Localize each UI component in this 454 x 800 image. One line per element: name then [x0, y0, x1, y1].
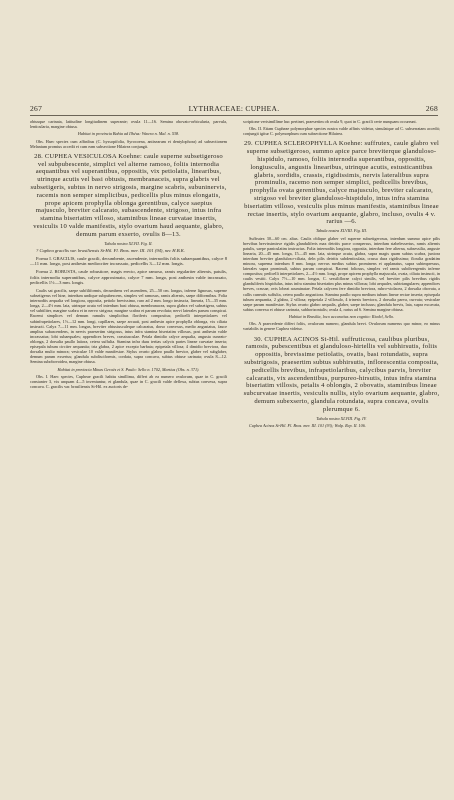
paragraph: Caulis sat gracilis, saepe subfiliformis, decumbens vel ascendens, 25—50 cm. longus, inferne lignosus, superne subsetigerus vel hine, interdum undique subpubescens, simplex vel ramosus, ramis alternis, saepe difformibus. Folia internodiis aequalia vel longiora, opposita, petiolo brevissimo, raro ad 2 mm. longo instructa, linearia, 15—35 mm. longa, 2—4½ mm. lata, utrinque acuta vel interdum basi obtusa, membranacea, supra glabra vel subsetigera, subtus vel subtiliter, margine scabra et in nervo strigosa; margine scabra et parum revoluta; nervi laterales parum conspicui. Racemi simplices vel demum ramulis simplicibus floriferis compositus; pedicelli interpetiolares vel subinfrapetiolares, 1½—12 mm. longi, capillares, saepe arcuati, post anthesin apice prophylla oblonga, vix ciliata instructi. Calyx 7—11 mm. longus, breviter obtusiusculeque calcaratus, dorso convexus, medio angustatus, fauce amplius subascendens, in nervis praesertim strigosus, intus infra stamina biseriatim villosus, post anthesin valde incrassatus; lobi subaequales; appendices breves, crassiusculae. Petala dimidio calyce aequalia, angusta cuneato-oblonga, 2 dorsalia paullo latiora, cetera suffulta. Stamina infra duas tertias calycis partes lineae curvatae inserta; episepala tubum circiter aequantia; tria glabra, 2 apice excepto barbata; epipetala villosa; 4 dimidio breviora, duo dorsalia multo minora; vesiculae 10 valde manifestae. Stylus ovario glabro paullo brevior, glaber vel subglaber, demum parum exsertus; glandula subdisciformis, cordata, supra concava, subtus obtuse carinata; ovula 8—12. Semina subobovoidea, margine obtusa.	[30, 288, 227, 365]
paragraph: Habitat in provincia Bahia ad Ilhéus: Wawra n. Mal. n. 538.	[77, 131, 180, 137]
page-number-right: 268	[425, 104, 438, 113]
paragraph: Habitat in Brasilia, loco accuratius non cognito: Riedel, Sello.	[288, 314, 395, 320]
paragraph: Obs. II. Etiam Cupheae polymorphae species nostra valde affinis videtur, simulatque ad C. subserratam accedit; conjungit igitur C. polymorphum cum subsectione Hilairea.	[243, 126, 440, 137]
left-column	[30, 119, 227, 391]
paragraph: obtusque carinata, latitudine longitudinem superante; ovula 11—16. Semina obovato-orbicularia, parvula, lenticularia, margine obtusa.	[30, 119, 227, 130]
paragraph: Obs. I. Haec species, Cupheae gracili habitu simillima, differt ab ea numero ovulorum, quae in C. gracili constanter 3, vix unquam 4—5 inveniuntur, et glandula, quae in C. gracili valde deflexa, subtus convexa, supra concava. C. gracilis var. brasiliensis St-Hil. ex auctoris de-	[30, 373, 227, 390]
running-title: LYTHRACEAE: CUPHEA.	[188, 104, 280, 113]
paragraph: ? Cuphea gracilis var. brasiliensis St-Hil. Fl. Bras. mer. III. 101 (94), nec H.B.K.	[36, 247, 185, 253]
paragraph: scriptione verisimillime huc pertinet, praesertim ob ovula 9, quot in C. gracili certe nunquam occurrunt.	[243, 119, 417, 124]
paragraph: Forma 2. ROBUSTA, caule robustiore, magis erecto, apice ramoso, ramis regulariter alternis, patulis, foliis internodia superantibus, calyce approximato, calyce 7 mm. longo, post anthesin valde incrassato, pedicellis 1½—3 mm. longis.	[30, 269, 227, 286]
species-heading: 28. CUPHEA VESICULOSA Koehne: caule superne subsetigeroso vel subpubescente, simplici vel alterne ramoso, foliis internodia aequantibus vel superantibus, oppositis, vix petiolatis, linearibus, utrinque acutis vel basi obtusis, membranaceis, supra glabris vel subsetigeris, subtus in nervo strigosis, margine scabris, subuninervis, racemis non semper simplicibus, pedicellis plus minus elongatis, prope apicem prophylla oblonga gerentibus, calyce saepius majusculo, breviter calcarato, subascendente, strigoso, intus infra stamina biseriatim villoso, staminibus lineae curvatae insertis, vesiculis 10 valde manifestis, stylo ovarium haud aequante, glabro, demum parum exserto, ovulis 8—13.	[30, 152, 227, 238]
paragraph: Obs. Haec species cum affinibus (C. hyssopifolia, Syrocoena, antisearum et dentylophora) ad subsectionem Melanium promius accedit et cum eam subsectione Hilairea conjungit.	[30, 138, 227, 149]
paragraph: Tabula nostra XLVII. Fig. II.	[104, 240, 153, 246]
species-heading: 29. CUPHEA SCLEROPHYLLA Koehne: suffrutex, caule glabro vel superne subsetigeroso, summo apice parce breviterque glanduloso-hispidulo, ramoso, foliis internodia superantibus, oppositis, longiusculis, angustis linearibus, utrinque acutis, estusticantibus glabris, sordidis, crassis, rigidissimis, nervis lateralibus supra prominulis, racemo non semper simplici, pedicellis brevibus, prophylla ovata gerentibus, calyce majusculo, breviter calcarato, strigoso vel breviter glanduloso-hispidulo, intus infra stamina biseriatim villoso, vesiculis plus minus manifestis, staminibus lineae rectae insertis, stylo ovarium aequante, glabro, incluso, ovulis 4 v. rarius —6.	[244, 140, 439, 226]
paragraph: Cuphea Acinos St-Hil. Fl. Bras. mer. III. 101 (93); Walp. Rep. II. 106.	[249, 422, 366, 428]
page-number-left: 267	[30, 104, 43, 113]
paragraph: Forma I. GRACILIS, caule gracili, decumbente, ascendente, internodiis foliis subaequantibus, calyce 8—11 mm. longo, post anthesin mediocriter incrassato, pedicellis 3—12 mm. longis.	[30, 255, 227, 267]
right-column	[243, 119, 440, 430]
header-rule	[30, 115, 438, 116]
paragraph: Obs. A praecedente differt foliis, ovulorum numero, glandula brevi. Ovulorum numerus quo minor, eo minus variabilis in genere Cuphea videtur.	[243, 321, 440, 332]
paragraph: Habitat in provincia Minas Geraës et S. Paulo: Sello n. 1702, Martius (Obs. n. 371).	[57, 366, 200, 372]
paragraph: Tabula nostra XLVIII. Fig. III.	[316, 228, 367, 234]
paragraph: Tabula nostra XLVIII. Fig. IV.	[316, 415, 367, 421]
species-heading: 30. CUPHEA ACINOS St-Hil. suffruticosa, caulibus pluribus, ramosis, pubescentibus et glanduloso-hirtellis vel subhirsutis, foliis oppositis, brevissime petiolatis, ovatis, basi rotundatis, supra substrigosis, praesertim subtus subhirsutis, inflorescentia composita, pedicellis brevibus, infrapetiolaribus, calycibus parvis, breviter calcaratis, vix ascendentibus, purpureo-hirsutis, intus infra stamina biseriatim villosis, petalis 4 oblongis, 2 obovatis, staminibus lineae subcurvatae insertis, vesiculis nullis, stylo ovarium aequante, glabro, demum subexserto, glandula rotundata, supra concava, ovulis plerumque 6.	[243, 335, 440, 413]
paragraph: Suffrutex 30—60 cm. altus. Caulis oblique glaber vel superne subsetigerosus, interdum summo apice pilis brevibus brevissimisve rigidis glanduliferis max detritis parce conspersus, interdum stabelessertus, ramis alternis patulis, saepe paniculatim instructus. Folia internodiis longiora, opposita, interdum fere alterna, subsessilia, anguste linearia, 20—45 mm. longa, 15—45 mm. lata, utrinque acuta, glabra, supra magis quam subtus scabra, juniora interdum breviter glanduloso-ciliata, deln pilis detritis subdenticulata, crassa dura rigidissima; floralia gradatim minora, suprema interdum 8 mm. longa; nervus medius subtus prominens et applanatus, supra subimpressus, laterales supra prominuli, subtus parum conspicui. Racemi foliosus, simplex vel ramis subdivergentis inferne compositus; pedicelli interpetiolares, 2—4½ mm. longi, prope apicem prophylla majuscula, ovata, ciliata instructi, in caulis vestiti. Calyx 7½—10 mm. longus, C. sessiliflorae calyci similis, vel breviter pilis brevibus rigidis glanduliferis hispidulus, intus infra stamina biseriatim plus minus villosus; lobi aequales, subtriangulares; appendices breves, crassae, ovis lobeat acuminatae. Petala calycem fere dimidio breviora, rubro-violacea, 2 dorsalia obovata, a callis cuneatis suffulta, cetera paullo angustiora. Stamina paullo supra medium tubum lineae rectae inserta; episepala tubum aequantia, 2 glabra, 2 villosa; epipetala 2 villosulo, 4 trinesis breviora, 2 dorsalia parva, curvata; vesiculae saepe parum manifestae. Stylus ovario glabro aequalis, glaber, saepe inclusus; glandula brevis, lata, supra excavata, subtus convexa et obtuse carinata, subhorizontalis; ovula 4, rarius ad 6. Semina margine obtusa.	[243, 235, 440, 312]
